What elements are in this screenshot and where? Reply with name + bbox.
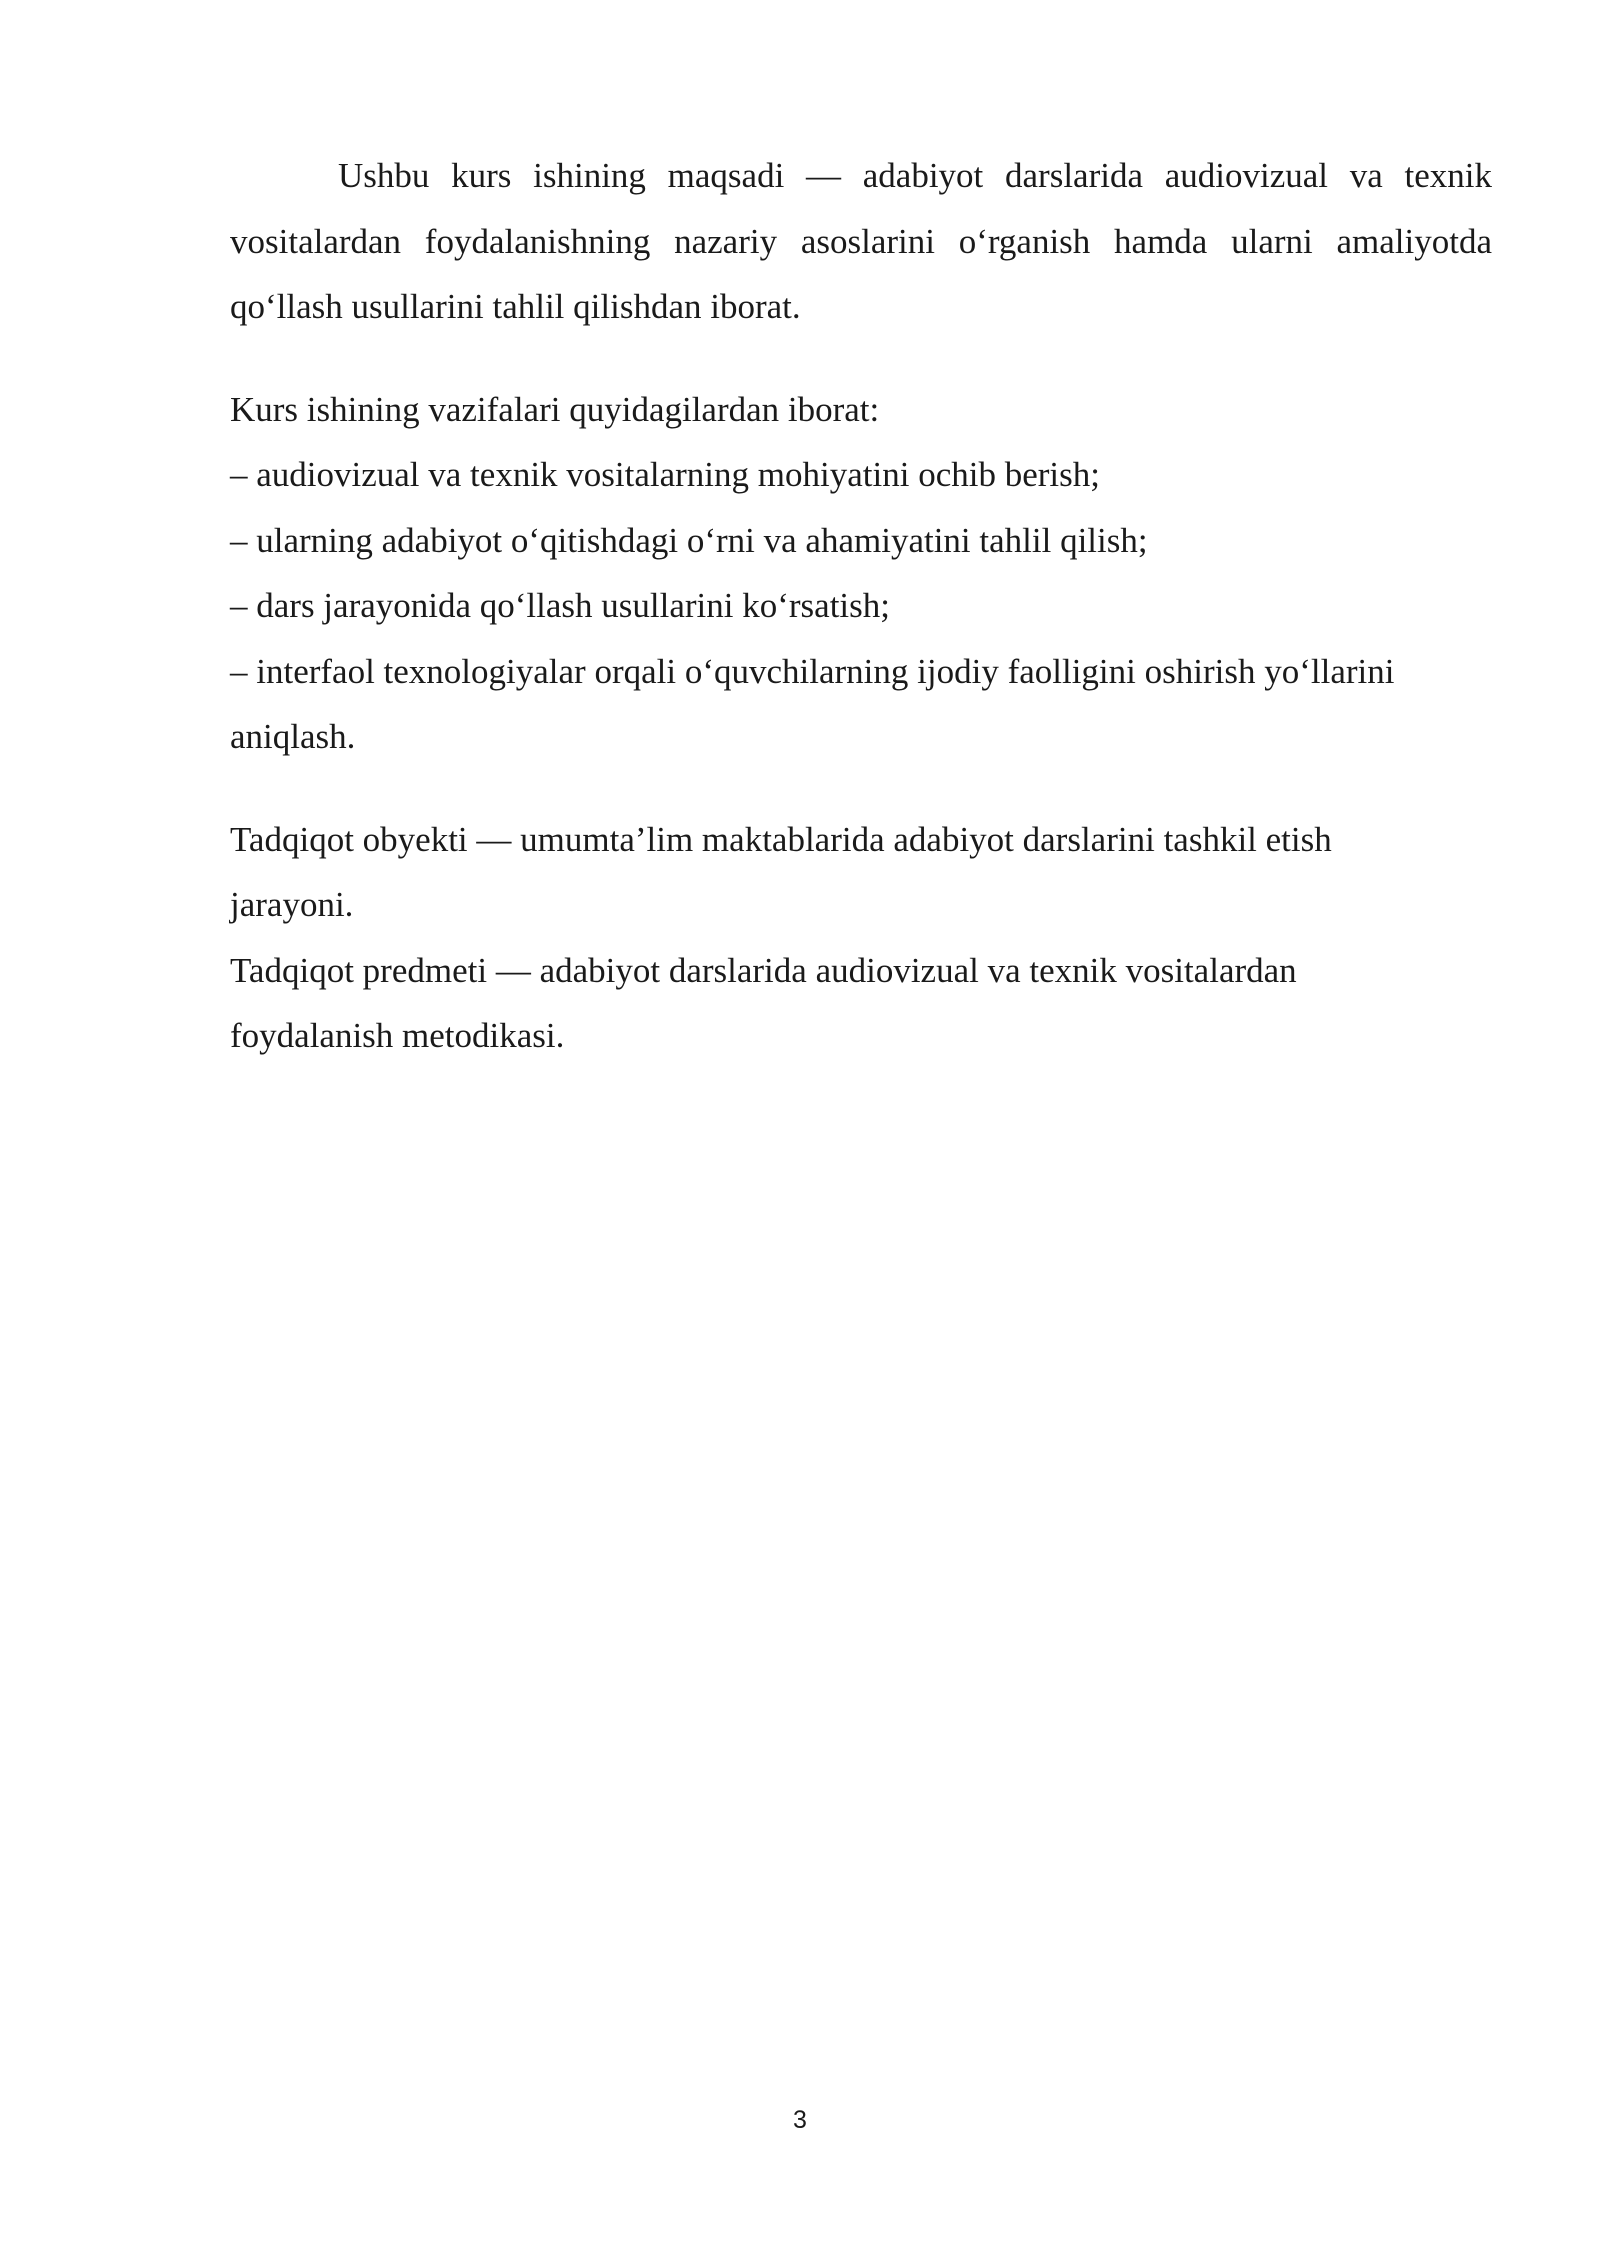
research-section (230, 807, 1430, 1069)
tasks-heading: Kurs ishining vazifalari quyidagilardan iborat: (230, 389, 880, 429)
research-subject: Tadqiqot predmeti — adabiyot darslarida audiovizual va texnik vositalardan foydalanish metodikasi. (230, 950, 1297, 1055)
tasks-section (230, 377, 1492, 770)
task-item: – ularning adabiyot o‘qitishdagi o‘rni va ahamiyatini tahlil qilish; (230, 520, 1148, 560)
paragraph-spacer (230, 770, 1492, 807)
task-item: – audiovizual va texnik vositalarning mohiyatini ochib berish; (230, 455, 1100, 494)
research-object: Tadqiqot obyekti — umumta’lim maktablarida adabiyot darslarini tashkil etish jarayoni. (230, 819, 1332, 924)
page-body (230, 143, 1492, 1069)
intro-paragraph: Ushbu kurs ishining maqsadi — adabiyot darslarida audiovizual va texnik vositalardan foydalanishning nazariy asoslarini o‘rganish hamda ularni amaliyotda qo‘llash usullarini tahlil qilishdan iborat. (230, 156, 1492, 326)
paragraph-spacer (230, 340, 1492, 377)
task-item: – interfaol texnologiyalar orqali o‘quvchilarning ijodiy faolligini oshirish yo‘llarini aniqlash. (230, 651, 1395, 756)
page-number: 3 (793, 2106, 807, 2134)
task-item: – dars jarayonida qo‘llash usullarini ko‘rsatish; (230, 586, 890, 625)
